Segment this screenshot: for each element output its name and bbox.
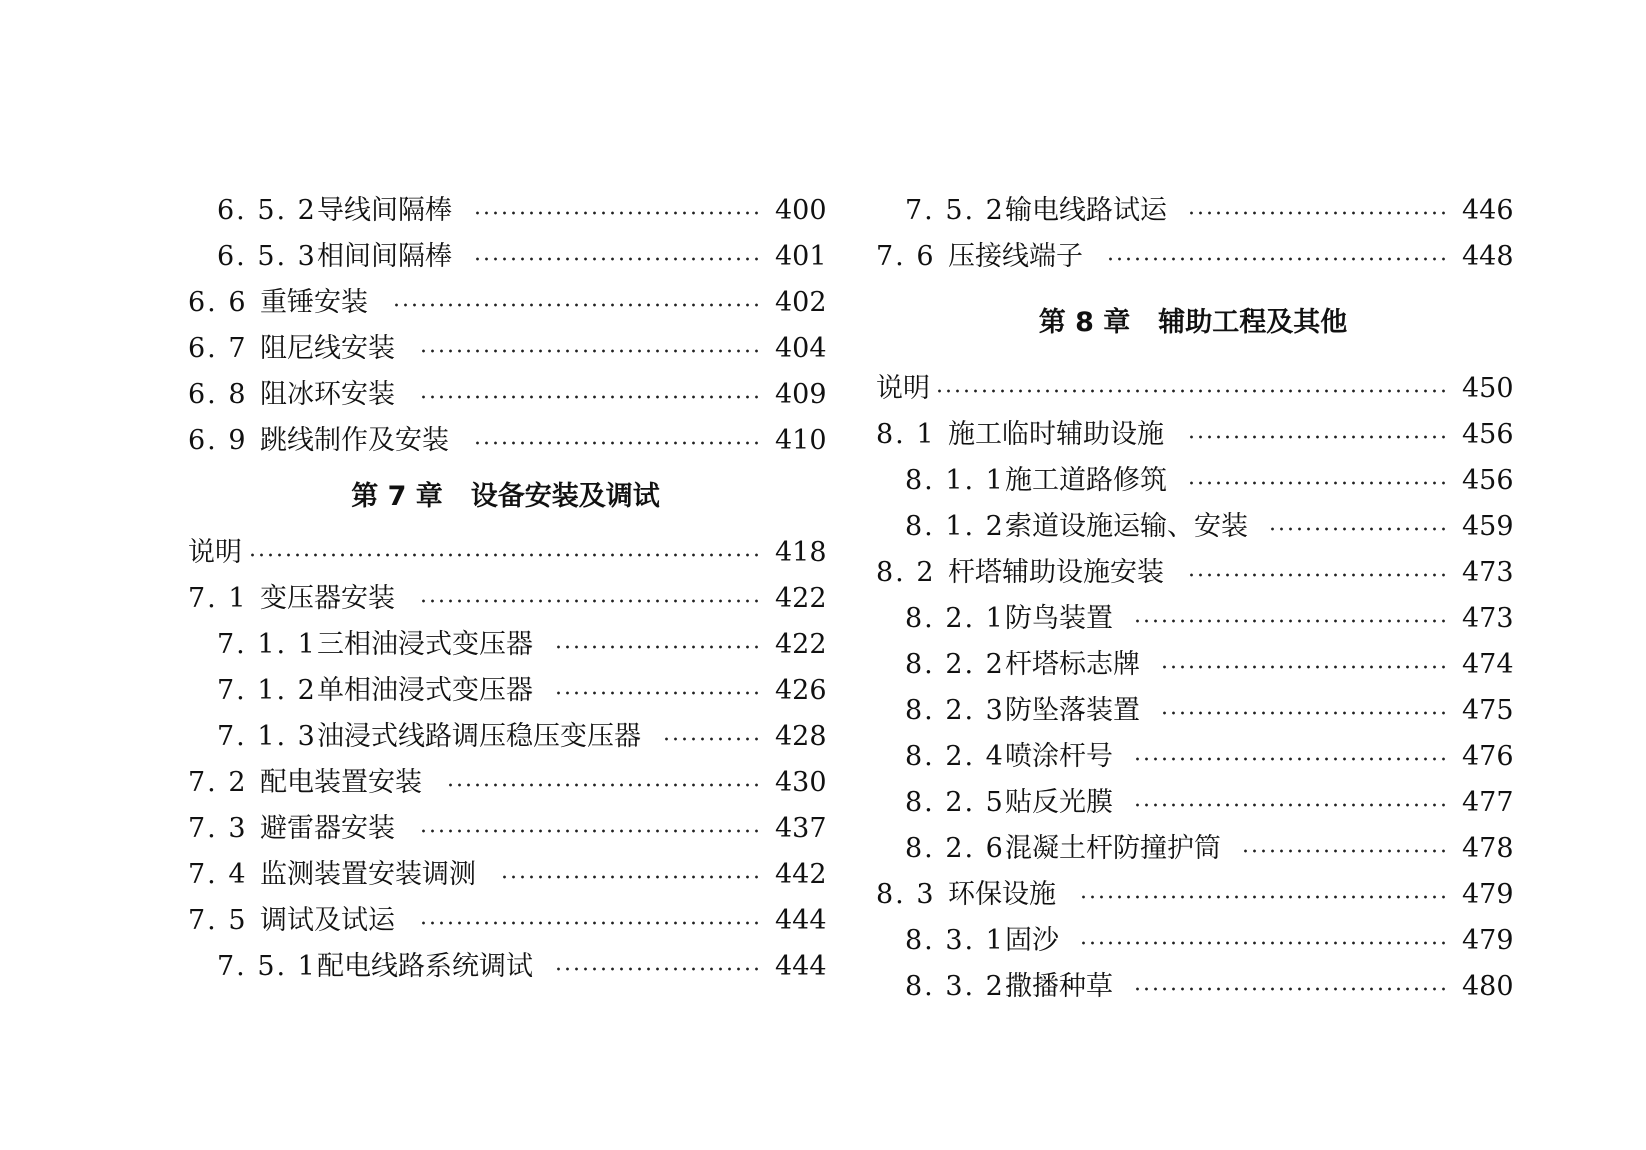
toc-entry-title: 变压器安装	[260, 583, 395, 614]
toc-entry[interactable]	[876, 234, 1514, 280]
dot-leader	[1135, 803, 1448, 807]
dot-leader	[1186, 435, 1448, 439]
toc-entry[interactable]	[876, 504, 1514, 550]
toc-entry[interactable]	[876, 550, 1514, 596]
toc-entry-number: 6. 5. 3	[217, 241, 317, 272]
toc-entry-number: 6. 9	[188, 425, 248, 456]
toc-entry[interactable]	[188, 852, 827, 898]
toc-entry-page-number: 404	[775, 333, 827, 364]
toc-entry-page-number: 450	[1462, 373, 1514, 404]
toc-entry-number: 8. 1	[876, 419, 936, 450]
toc-entry-title: 相间间隔棒	[317, 241, 452, 272]
toc-entry[interactable]	[188, 372, 827, 418]
toc-entry[interactable]	[188, 418, 827, 464]
toc-entry-number: 7. 1. 3	[217, 721, 317, 752]
toc-entry-number: 7. 2	[188, 767, 248, 798]
toc-entry-title: 环保设施	[948, 879, 1056, 910]
dot-leader	[417, 829, 761, 833]
chapter-label: 第 7 章	[351, 481, 443, 512]
toc-entry-number: 8. 2. 3	[905, 695, 1005, 726]
toc-entry-title: 输电线路试运	[1005, 195, 1167, 226]
toc-entry[interactable]	[188, 234, 827, 280]
dot-leader	[1189, 211, 1448, 215]
toc-entry[interactable]	[876, 826, 1514, 872]
toc-entry-number: 7. 5. 2	[905, 195, 1005, 226]
toc-entry-number: 6. 6	[188, 287, 248, 318]
chapter-title: 辅助工程及其他	[1158, 307, 1348, 338]
toc-entry-number: 8. 2. 6	[905, 833, 1005, 864]
toc-entry-title: 施工道路修筑	[1005, 465, 1167, 496]
dot-leader	[1078, 895, 1448, 899]
toc-entry[interactable]	[876, 642, 1514, 688]
toc-entry-title: 三相油浸式变压器	[317, 629, 533, 660]
chapter-8-heading	[876, 280, 1510, 366]
toc-entry-page-number: 400	[775, 195, 827, 226]
toc-entry-list	[188, 188, 827, 464]
toc-entry-number: 7. 6	[876, 241, 936, 272]
toc-entry-page-number: 422	[775, 583, 827, 614]
toc-entry[interactable]	[876, 872, 1514, 918]
dot-leader	[417, 599, 761, 603]
toc-entry-number: 7. 1. 1	[217, 629, 317, 660]
toc-entry-title: 索道设施运输、安装	[1005, 511, 1248, 542]
toc-entry-number: 8. 2. 5	[905, 787, 1005, 818]
toc-entry-page-number: 459	[1462, 511, 1514, 542]
dot-leader	[417, 921, 761, 925]
toc-entry-title: 压接线端子	[948, 241, 1083, 272]
toc-entry-number: 6. 7	[188, 333, 248, 364]
toc-entry-number: 7. 5	[188, 905, 248, 936]
toc-entry[interactable]	[188, 898, 827, 944]
toc-entry-page-number: 430	[775, 767, 827, 798]
toc-entry-title: 说明	[876, 373, 930, 404]
dot-leader	[1162, 665, 1448, 669]
toc-entry-page-number: 476	[1462, 741, 1514, 772]
toc-entry[interactable]	[876, 188, 1514, 234]
dot-leader	[474, 211, 761, 215]
toc-entry-title: 调试及试运	[260, 905, 395, 936]
toc-entry-title: 跳线制作及安装	[260, 425, 449, 456]
dot-leader	[1135, 619, 1448, 623]
toc-entry[interactable]	[188, 576, 827, 622]
chapter-label: 第 8 章	[1038, 307, 1131, 338]
toc-entry-number: 7. 5. 1	[217, 951, 317, 982]
toc-entry-number: 8. 2. 1	[905, 603, 1005, 634]
toc-entry[interactable]	[876, 458, 1514, 504]
toc-entry-number: 8. 2	[876, 557, 936, 588]
toc-entry-page-number: 401	[775, 241, 827, 272]
dot-leader	[936, 389, 1448, 393]
dot-leader	[474, 257, 761, 261]
toc-entry[interactable]	[188, 714, 827, 760]
toc-entry[interactable]	[876, 918, 1514, 964]
dot-leader	[417, 395, 761, 399]
toc-entry-title: 混凝土杆防撞护筒	[1005, 833, 1221, 864]
toc-entry-title: 阻冰环安装	[260, 379, 395, 410]
dot-leader	[1189, 481, 1448, 485]
toc-entry-title: 撒播种草	[1005, 971, 1113, 1002]
toc-entry[interactable]	[876, 734, 1514, 780]
toc-entry-title: 防鸟装置	[1005, 603, 1113, 634]
toc-entry-page-number: 422	[775, 629, 827, 660]
toc-entry[interactable]	[876, 780, 1514, 826]
dot-leader	[555, 967, 761, 971]
toc-entry[interactable]	[876, 366, 1514, 412]
toc-entry-page-number: 478	[1462, 833, 1514, 864]
toc-entry[interactable]	[188, 188, 827, 234]
toc-entry-page-number: 474	[1462, 649, 1514, 680]
toc-entry-page-number: 456	[1462, 419, 1514, 450]
toc-entry-page-number: 479	[1462, 925, 1514, 956]
toc-entry-number: 7. 1	[188, 583, 248, 614]
dot-leader	[1162, 711, 1448, 715]
toc-entry-page-number: 418	[775, 537, 827, 568]
toc-entry-title: 喷涂杆号	[1005, 741, 1113, 772]
toc-entry-page-number: 437	[775, 813, 827, 844]
toc-left-column	[188, 188, 827, 990]
toc-entry-page-number: 444	[775, 905, 827, 936]
chapter-7-heading	[188, 464, 823, 530]
toc-entry[interactable]	[188, 944, 827, 990]
dot-leader	[555, 691, 761, 695]
toc-entry[interactable]	[876, 596, 1514, 642]
toc-entry-page-number: 428	[775, 721, 827, 752]
dot-leader	[555, 645, 761, 649]
toc-entry-title: 单相油浸式变压器	[317, 675, 533, 706]
toc-entry-number: 7. 3	[188, 813, 248, 844]
toc-entry[interactable]	[876, 412, 1514, 458]
toc-entry-number: 8. 2. 4	[905, 741, 1005, 772]
dot-leader	[1081, 941, 1448, 945]
dot-leader	[1135, 987, 1448, 991]
toc-entry-number: 8. 3. 2	[905, 971, 1005, 1002]
toc-entry-title: 贴反光膜	[1005, 787, 1113, 818]
toc-entry[interactable]	[876, 964, 1514, 1010]
toc-entry-page-number: 473	[1462, 603, 1514, 634]
toc-entry-page-number: 409	[775, 379, 827, 410]
toc-entry-title: 阻尼线安装	[260, 333, 395, 364]
dot-leader	[1243, 849, 1448, 853]
toc-entry-title: 避雷器安装	[260, 813, 395, 844]
toc-entry-number: 8. 2. 2	[905, 649, 1005, 680]
toc-entry-number: 6. 5. 2	[217, 195, 317, 226]
toc-entry-list	[876, 188, 1514, 280]
dot-leader	[1105, 257, 1448, 261]
toc-entry[interactable]	[188, 806, 827, 852]
toc-entry[interactable]	[188, 622, 827, 668]
dot-leader	[471, 441, 761, 445]
toc-entry-title: 防坠落装置	[1005, 695, 1140, 726]
toc-entry-title: 导线间隔棒	[317, 195, 452, 226]
toc-entry-title: 配电线路系统调试	[317, 951, 533, 982]
toc-entry[interactable]	[188, 280, 827, 326]
toc-entry-number: 7. 1. 2	[217, 675, 317, 706]
toc-entry-title: 固沙	[1005, 925, 1059, 956]
dot-leader	[1186, 573, 1448, 577]
toc-entry-number: 6. 8	[188, 379, 248, 410]
dot-leader	[390, 303, 761, 307]
toc-entry-page-number: 448	[1462, 241, 1514, 272]
toc-entry[interactable]	[188, 326, 827, 372]
toc-entry-page-number: 477	[1462, 787, 1514, 818]
toc-entry-page-number: 473	[1462, 557, 1514, 588]
toc-entry-number: 8. 1. 1	[905, 465, 1005, 496]
toc-entry[interactable]	[876, 688, 1514, 734]
toc-entry-title: 杆塔辅助设施安装	[948, 557, 1164, 588]
toc-entry-page-number: 442	[775, 859, 827, 890]
toc-entry-number: 8. 3. 1	[905, 925, 1005, 956]
toc-entry[interactable]	[188, 668, 827, 714]
toc-entry-list	[876, 366, 1514, 1010]
toc-entry-page-number: 456	[1462, 465, 1514, 496]
chapter-title: 设备安装及调试	[470, 481, 660, 512]
toc-entry-page-number: 475	[1462, 695, 1514, 726]
dot-leader	[1270, 527, 1448, 531]
toc-entry-title: 配电装置安装	[260, 767, 422, 798]
toc-entry[interactable]	[188, 760, 827, 806]
dot-leader	[444, 783, 761, 787]
toc-entry-page-number: 480	[1462, 971, 1514, 1002]
toc-entry-page-number: 444	[775, 951, 827, 982]
dot-leader	[417, 349, 761, 353]
toc-entry-page-number: 402	[775, 287, 827, 318]
toc-entry-list	[188, 530, 827, 990]
toc-entry-title: 重锤安装	[260, 287, 368, 318]
toc-entry-number: 8. 1. 2	[905, 511, 1005, 542]
toc-right-column	[876, 188, 1514, 1010]
toc-entry-number: 7. 4	[188, 859, 248, 890]
dot-leader	[248, 553, 761, 557]
toc-entry-title: 油浸式线路调压稳压变压器	[317, 721, 641, 752]
toc-entry-page-number: 446	[1462, 195, 1514, 226]
toc-entry-page-number: 479	[1462, 879, 1514, 910]
toc-entry-number: 8. 3	[876, 879, 936, 910]
dot-leader	[1135, 757, 1448, 761]
toc-entry-page-number: 426	[775, 675, 827, 706]
toc-entry-title: 说明	[188, 537, 242, 568]
dot-leader	[498, 875, 761, 879]
toc-entry-title: 杆塔标志牌	[1005, 649, 1140, 680]
toc-entry-title: 监测装置安装调测	[260, 859, 476, 890]
dot-leader	[663, 737, 761, 741]
toc-entry-title: 施工临时辅助设施	[948, 419, 1164, 450]
toc-entry-page-number: 410	[775, 425, 827, 456]
toc-entry[interactable]	[188, 530, 827, 576]
